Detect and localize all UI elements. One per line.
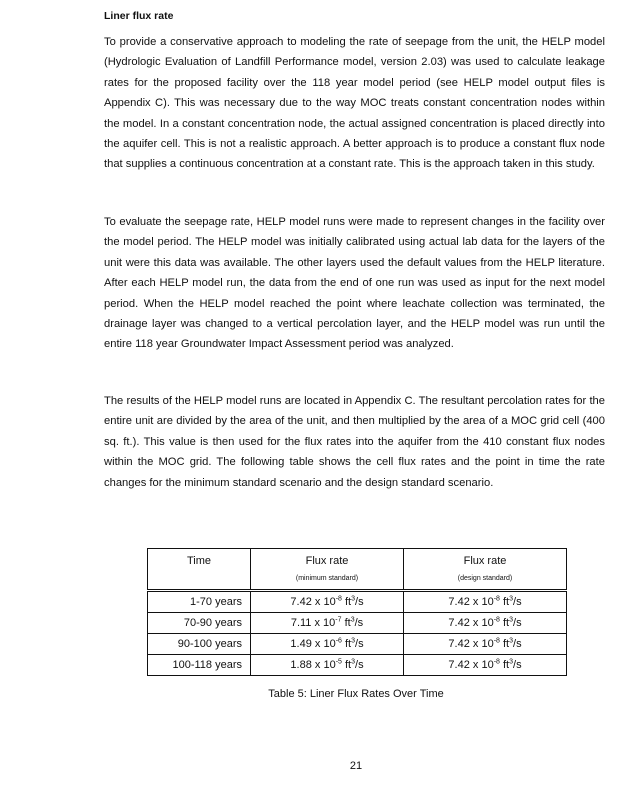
cell-time: 1-70 years [148, 591, 251, 613]
header-flux-design-label: Flux rate [463, 555, 507, 567]
table-row [148, 655, 567, 676]
cell-time: 70-90 years [148, 613, 251, 634]
cell-flux-min: 1.88 x $10^{-5}$ $ft^3/s$ [251, 655, 404, 676]
page-number: 21 [349, 760, 363, 772]
header-flux-design [404, 549, 567, 591]
header-time-label: Time [186, 555, 212, 567]
table-header-row [148, 549, 567, 591]
table-row [148, 634, 567, 655]
cell-flux-min: 1.49 x $10^{-6}$ $ft^3/s$ [251, 634, 404, 655]
cell-time: 90-100 years [148, 634, 251, 655]
paragraph-1: To provide a conservative approach to modeling the rate of seepage from the unit, the HELP model (Hydrologic Evaluation of Landfill Performance model, version 2.03) was used to calculate leakage rates for the proposed facility over the 118 year model period (see HELP model output files is Appendix C). This was necessary due to the way MOC treats constant concentration nodes within the model. In a constant concentration node, the actual assigned concentration is placed directly into the aquifer cell. This is not a realistic approach. A better approach is to produce a constant flux node that supplies a continuous concentration at a constant rate. This is the approach taken in this study. [104, 36, 605, 171]
cell-flux-design: 7.42 x $10^{-8}$ $ft^3/s$ [404, 591, 567, 613]
cell-flux-min: 7.11 x $10^{-7}$ $ft^3/s$ [251, 613, 404, 634]
paragraph-3: The results of the HELP model runs are located in Appendix C. The resultant percolation rates for the entire unit are divided by the area of the unit, and then multiplied by the area of a MOC grid cell (400 sq. ft.). This value is then used for the flux rates into the aquifer from the 410 constant flux nodes within the MOC grid. The following table shows the cell flux rates and the point in time the rate changes for the minimum standard scenario and the design standard scenario. [104, 395, 605, 489]
cell-flux-design: 7.42 x $10^{-8}$ $ft^3/s$ [404, 634, 567, 655]
cell-flux-design: 7.42 x $10^{-8}$ $ft^3/s$ [404, 655, 567, 676]
header-flux-min-sub: (minimum standard) [295, 575, 359, 582]
table-caption: Table 5: Liner Flux Rates Over Time [268, 688, 444, 700]
header-flux-min [251, 549, 404, 591]
table-row [148, 591, 567, 613]
flux-rate-table [147, 548, 567, 676]
paragraph-2: To evaluate the seepage rate, HELP model runs were made to represent changes in the facility over the model period. The HELP model was initially calibrated using actual lab data for the layers of the unit were this data was available. The other layers used the default values from the HELP literature. After each HELP model run, the data from the end of one run was used as input for the next model period. When the HELP model reached the point where leachate collection was terminated, the drainage layer was changed to a vertical percolation layer, and the HELP model was run until the entire 118 year Groundwater Impact Assessment period was analyzed. [104, 216, 605, 351]
cell-flux-design: 7.42 x $10^{-8}$ $ft^3/s$ [404, 613, 567, 634]
header-flux-design-sub: (design standard) [457, 575, 513, 582]
header-time [148, 549, 251, 591]
cell-flux-min: 7.42 x $10^{-8}$ $ft^3/s$ [251, 591, 404, 613]
table-row [148, 613, 567, 634]
section-heading: Liner flux rate [104, 10, 174, 22]
cell-time: 100-118 years [148, 655, 251, 676]
header-flux-min-label: Flux rate [305, 555, 349, 567]
